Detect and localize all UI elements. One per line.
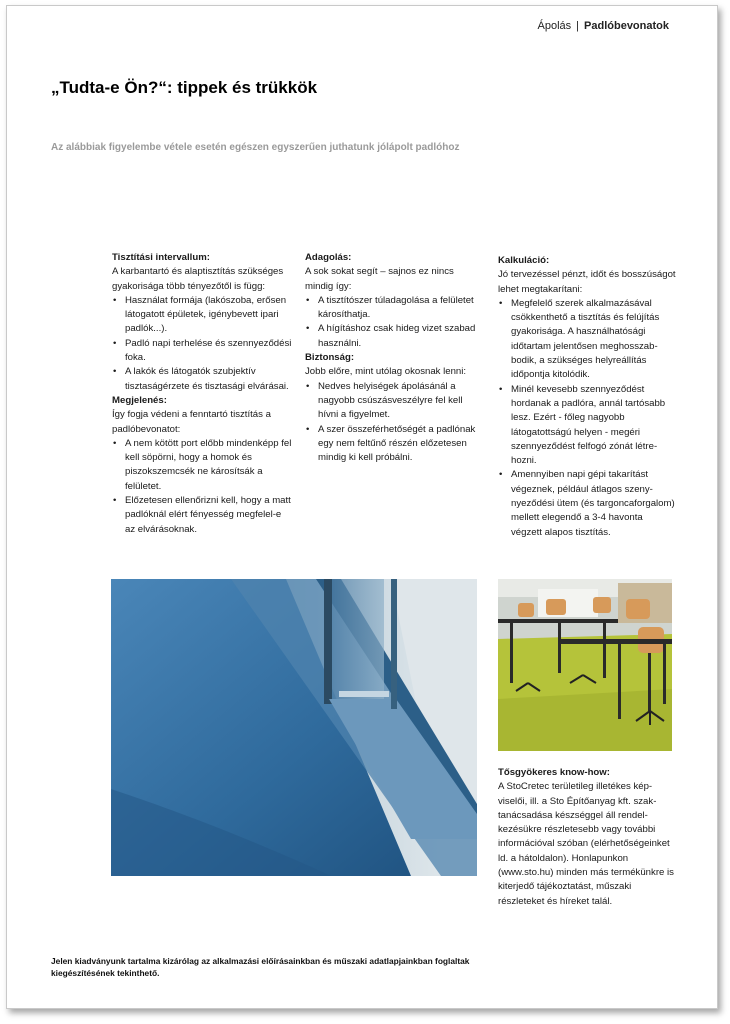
list-item: • Előzetesen ellenőrizni kell, hogy a matt padlóknál elért fényesség megfelel-e az elvárásoknak.: [112, 494, 294, 537]
safety-list: [305, 380, 481, 466]
blue-floor-photo: [111, 579, 477, 876]
safety-text: Jobb előre, mint utólag okosnak lenni:: [305, 366, 467, 378]
list-item: • Használat formája (lakószoba, erősen látogatott épületek, igénybevett ipari padlók...).: [112, 294, 294, 337]
appearance-list: [112, 437, 294, 537]
knowhow-text: A StoCretec területileg illetékes képviselői, ill. a Sto Építőanyag kft. szaktanácsadása készséggel áll rendelkezésükre részletesebb vagy további információval szóban (elérhetőségeinket ld. a hátoldalon). Honlapunkon (www.sto.hu) minden más termékünkre is kiterjedő tájékoztatást, műszaki részleteket és híreket talál.: [498, 781, 674, 907]
dosage-heading: Adagolás:: [305, 252, 352, 263]
header-separator: |: [576, 20, 580, 32]
list-item: • Padló napi terhelése és szennyeződési foka.: [112, 337, 294, 366]
intro-subtitle: Az alábbiak figyelembe vétele esetén egészen egyszerűen juthatunk jólápolt padlóhoz: [51, 142, 460, 153]
appearance-text: Így fogja védeni a fenntartó tisztítás a padlóbevonatot:: [112, 409, 271, 435]
calc-heading: Kalkuláció:: [498, 255, 550, 266]
column-1: [112, 251, 294, 537]
list-item: • A nem kötött port előbb mindenképp fel kell söpörni, hogy a homok és piszokszemcsék ne károsítsák a felületet.: [112, 437, 294, 494]
list-item: • Minél kevesebb szennyeződést hordanak a padlóra, annál tartósabb lesz. Ezért - főleg nagyobb látogatottságú helyen - megéri szennyeződést felfogó zónát létrehozni.: [498, 383, 676, 469]
list-item: • A hígításhoz csak hideg vizet szabad használni.: [305, 322, 481, 351]
column-3: [498, 254, 676, 540]
page-header: [538, 20, 669, 32]
list-item: • A lakók és látogatók szubjektív tisztaságérzete és tisztasági elvárásai.: [112, 365, 294, 394]
appearance-heading: Megjelenés:: [112, 394, 167, 406]
list-item: • Megfelelő szerek alkalmazásával csökkenthető a tisztítás és felújítás gyakorisága. A használhatósági időtartam jelentősen meghosszabbodik, a szükséges helyreállítás időpontja kitolódik.: [498, 297, 676, 383]
classroom-photo: [498, 579, 672, 751]
list-item: • Nedves helyiségek ápolásánál a nagyobb csúszásveszélyre fel kell hívni a figyelmet.: [305, 380, 481, 423]
page-title: „Tudta-e Ön?“: tippek és trükkök: [51, 78, 318, 97]
calc-list: [498, 297, 676, 540]
interval-list: [112, 294, 294, 394]
dosage-list: [305, 294, 481, 351]
column-2: [305, 251, 481, 465]
dosage-text: A sok sokat segít – sajnos ez nincs mindig így:: [305, 266, 454, 292]
document-page: [6, 5, 718, 1009]
interval-heading: Tisztítási intervallum:: [112, 252, 210, 263]
calc-text: Jó tervezéssel pénzt, időt és bosszúságot lehet megtakarítani:: [498, 269, 676, 295]
header-section: Ápolás: [537, 20, 572, 32]
list-item: • A tisztítószer túladagolása a felületet károsíthatja.: [305, 294, 481, 323]
interval-text: A karbantartó és alaptisztítás szükséges gyakorisága több tényezőtől is függ:: [112, 266, 284, 292]
knowhow-heading: Tősgyökeres know-how:: [498, 767, 610, 778]
blue-floor-illustration: [111, 579, 477, 876]
knowhow-section: [498, 766, 676, 909]
footer-note: Jelen kiadványunk tartalma kizárólag az alkalmazási előírásainkban és műszaki adatlapjainkban foglaltak kiegészítésének tekinthető.: [51, 956, 470, 978]
list-item: • Amennyiben napi gépi takarítást végeznek, például átlagos szenynyeződési ütem (és targoncaforgalom) mellett elegendő a 3-4 havonta végzett alapos tisztítás.: [498, 468, 676, 539]
safety-heading: Biztonság:: [305, 352, 355, 364]
classroom-illustration: [498, 579, 672, 751]
header-topic: Padlóbevonatok: [584, 20, 669, 32]
list-item: • A szer összeférhetőségét a padlónak egy nem feltűnő részén előzetesen mindig ki kell próbálni.: [305, 423, 481, 466]
